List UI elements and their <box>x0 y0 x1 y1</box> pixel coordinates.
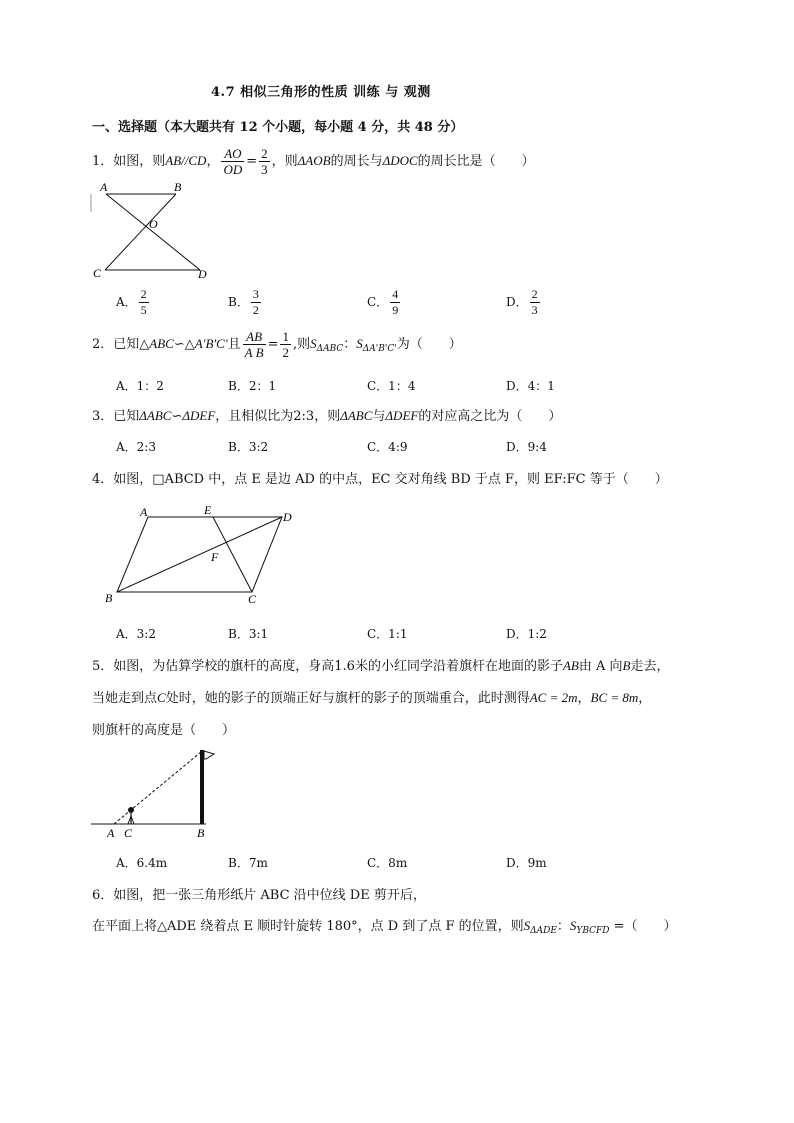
q1-prefix: 1．如图，则 <box>92 154 166 169</box>
q1-option-b[interactable]: B． $\frac{3}{2}$ <box>228 287 259 317</box>
q2-area-2: S <box>356 336 363 351</box>
q1-triangle-doc: ΔDOC <box>382 153 418 168</box>
q4-label-e: E <box>204 503 212 517</box>
q4-option-d[interactable]: D．1:2 <box>506 627 547 641</box>
q2-option-a[interactable]: A．1：2 <box>116 379 164 393</box>
q2-area-1-sub: ΔABC <box>316 344 344 354</box>
q1-label-o: O <box>149 217 158 231</box>
q5-option-c[interactable]: C．8m <box>367 856 408 870</box>
q3-triangle-abc: ΔABC <box>340 408 373 423</box>
q3-option-b[interactable]: B．3:2 <box>228 440 269 454</box>
q2-triangle-abc-prime: A'B'C' <box>194 336 228 351</box>
q1-post: 的周长比是（ ） <box>417 154 535 169</box>
q3-option-c[interactable]: C．4:9 <box>367 440 408 454</box>
page-title: 4.7 相似三角形的性质 训练 与 观测 <box>211 85 431 100</box>
question-6-line-2: 在平面上将△ADE 绕着点 E 顺时针旋转 180°，点 D 到了点 F 的位置，则$S_{\Delta ADE}$：$S_{YBCFD}$ =（ ） <box>92 918 677 936</box>
q2-area-2-sub: ΔA'B'C' <box>362 344 397 354</box>
q4-label-a: A <box>140 505 148 519</box>
q2-value: $\frac{1}{2}$ <box>282 329 289 360</box>
question-4: 4．如图，□ABCD 中，点 E 是边 AD 的中点，EC 交对角线 BD 于点 F，则 EF:FC 等于（ ） <box>92 472 668 487</box>
q4-option-b[interactable]: B．3:1 <box>228 627 269 641</box>
question-6-line-1: 6．如图，把一张三角形纸片 ABC 沿中位线 DE 剪开后， <box>92 888 426 903</box>
q3-mid3: 与 <box>372 409 386 424</box>
q1-mid2: 的周长与 <box>330 154 383 169</box>
person-icon <box>128 807 134 813</box>
q3-similar: ΔABC∽ΔDEF <box>139 408 216 423</box>
q1-fraction: $\frac{AO}{OD}$ <box>223 146 243 177</box>
q3-mid2: ，则 <box>314 409 341 424</box>
question-2 <box>92 329 462 360</box>
q1-value: $\frac{2}{3}$ <box>261 146 268 177</box>
q1-label-a: A <box>100 180 108 194</box>
q4-label-d: D <box>283 510 292 524</box>
q3-mid: ，且相似比为 <box>215 409 294 424</box>
q1-label-b: B <box>174 180 182 194</box>
q1-label-d: D <box>198 267 207 280</box>
q2-prefix: 2．已知△ <box>92 337 150 352</box>
q1-relation: AB//CD <box>165 153 207 168</box>
q1-label-c: C <box>93 266 102 280</box>
q2-triangle-abc: ABC <box>149 336 174 351</box>
q4-label-c: C <box>248 592 257 606</box>
q5-option-a[interactable]: A．6.4m <box>116 856 168 870</box>
q3-ratio: 2:3 <box>293 409 315 424</box>
q2-mid: 且 <box>227 337 241 352</box>
section-heading: 一、选择题（本大题共有 12 个小题，每小题 4 分，共 48 分） <box>92 120 464 135</box>
q1-option-d[interactable]: D． $\frac{2}{3}$ <box>506 287 538 317</box>
q2-option-d[interactable]: D．4：1 <box>506 379 555 393</box>
q3-post: 的对应高之比为（ ） <box>418 409 562 424</box>
q1-triangle-aob: ΔAOB <box>297 153 331 168</box>
q3-prefix: 3．已知 <box>92 409 140 424</box>
q5-figure <box>88 744 218 842</box>
q1-mid: ，则 <box>271 154 298 169</box>
q5-option-b[interactable]: B．7m <box>228 856 268 870</box>
q2-post: 为（ ） <box>396 337 462 352</box>
q3-triangle-def: ΔDEF <box>385 408 419 423</box>
question-1: 1．如图，则AB//CD， $\frac{AO}{OD}$ = $\frac{2}{3}$ ，则ΔAOB的周长与ΔDOC的周长比是（ ） <box>92 146 535 177</box>
q5-label-c: C <box>124 826 133 840</box>
q4-label-b: B <box>105 591 113 605</box>
q1-equals: = <box>246 154 258 169</box>
q1-figure <box>88 180 218 280</box>
q4-figure <box>100 500 300 608</box>
question-5-line-2: 当她走到点C处时，她的影子的顶端正好与旗杆的影子的顶端重合，此时测得AC = 2m，BC = 8m， <box>92 690 652 706</box>
q2-mid2: ,则 <box>292 337 311 352</box>
q3-option-d[interactable]: D．9:4 <box>506 440 547 454</box>
q2-area-1: S <box>310 336 317 351</box>
question-5-line-3: 则旗杆的高度是（ ） <box>92 723 236 738</box>
q2-sim: ∽△ <box>173 337 195 352</box>
q2-option-c[interactable]: C．1：4 <box>367 379 416 393</box>
question-5-line-1: 5．如图，为估算学校的旗杆的高度，身高1.6米的小红同学沿着旗杆在地面的影子AB由 A 向B走去， <box>92 658 670 674</box>
q4-label-f: F <box>211 550 219 564</box>
q3-option-a[interactable]: A．2:3 <box>116 440 156 454</box>
q5-label-a: A <box>107 826 115 840</box>
q2-fraction: $\frac{AB}{\text{A B}}$ <box>244 329 264 360</box>
q4-option-c[interactable]: C．1:1 <box>367 627 408 641</box>
q2-colon: ： <box>343 337 357 352</box>
q1-option-a[interactable]: A． $\frac{2}{5}$ <box>116 287 147 317</box>
question-3 <box>92 405 561 424</box>
q5-option-d[interactable]: D．9m <box>506 856 547 870</box>
q1-option-c[interactable]: C． $\frac{4}{9}$ <box>367 287 399 317</box>
q2-equals: = <box>267 337 279 352</box>
q2-option-b[interactable]: B．2：1 <box>228 379 277 393</box>
q4-option-a[interactable]: A．3:2 <box>116 627 156 641</box>
q5-label-b: B <box>197 826 205 840</box>
